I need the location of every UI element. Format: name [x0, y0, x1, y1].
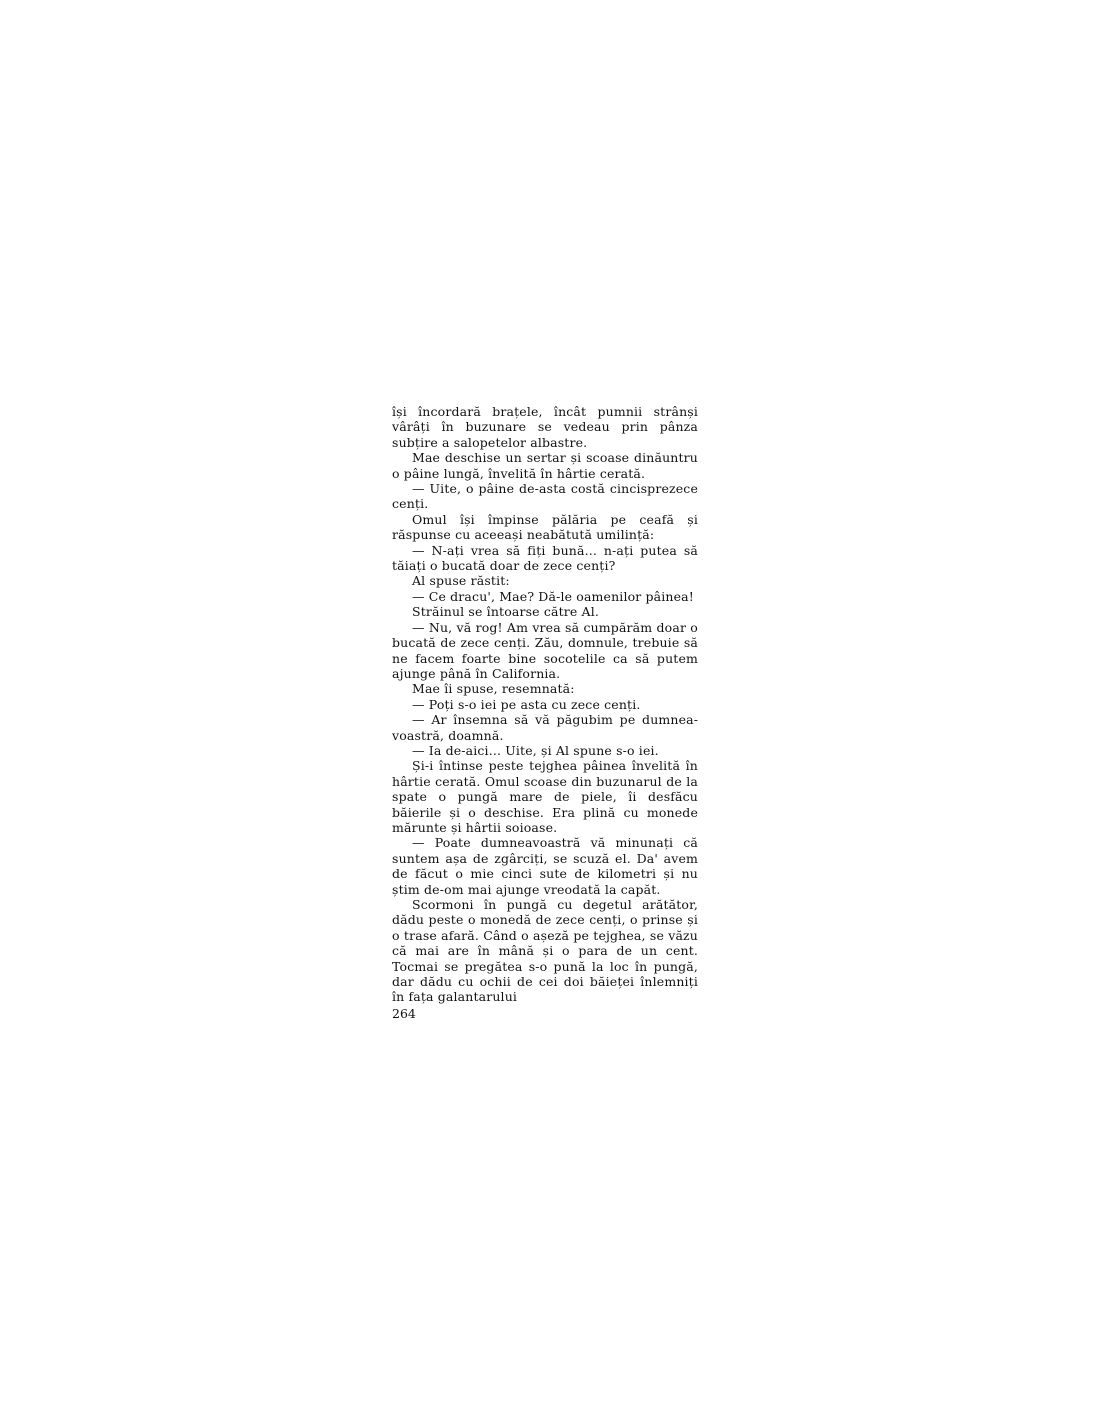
paragraph: Și-i întinse peste tejghea pâinea învelită în hârtie cerată. Omul scoase din buzunarul de la spate o pungă mare de piele, îi desfăcu băierile și o deschise. Era plină cu monede mărunte și hârtii soioase.: [392, 758, 698, 835]
paragraph: își încordară brațele, încât pumnii strânși vârâți în buzunare se vedeau prin pânza subțire a salopetelor albastre.: [392, 404, 698, 450]
dialogue-line: — Ce dracu', Mae? Dă-le oamenilor pâinea!: [412, 588, 694, 604]
page-number: 264: [392, 1006, 416, 1021]
paragraph: Al spuse răstit:: [412, 573, 510, 589]
dialogue-line: — Ar însemna să vă păgubim pe dumneavoastră, doamnă.: [392, 712, 698, 743]
dialogue-line: — Poate dumneavoastră vă minunați că suntem așa de zgârciți, se scuză el. Da' avem de făcut o mie cinci sute de kilometri și nu știm de-om mai ajunge vreodată la capăt.: [392, 835, 698, 897]
paragraph: Mae îi spuse, resemnată:: [412, 681, 575, 697]
dialogue-line: — Nu, vă rog! Am vrea să cumpărăm doar o bucată de zece cenți. Zău, domnule, trebuie să ne facem foarte bine socotelile ca să putem ajunge până în California.: [392, 619, 698, 681]
paragraph: Mae deschise un sertar și scoase dinăuntru o pâine lungă, învelită în hârtie cerată.: [392, 450, 698, 481]
text-block: [392, 404, 698, 1005]
paragraph: Omul își împinse pălăria pe ceafă și răspunse cu aceeași neabătută umilință:: [392, 511, 698, 543]
paragraph: Scormoni în pungă cu degetul arătător, dădu peste o monedă de zece cenți, o prinse și o trase afară. Când o așeză pe tejghea, se văzu că mai are în mână și o para de un cent. Tocmai se pregătea s-o pună la loc în pungă, dar dădu cu ochii de cei doi băieței înlemniți în fața galantarului: [392, 897, 698, 1005]
book-page: [392, 404, 698, 1005]
dialogue-line: — Ia de-aici... Uite, și Al spune s-o iei.: [412, 742, 659, 758]
dialogue-line: — Poți s-o iei pe asta cu zece cenți.: [412, 696, 641, 712]
dialogue-line: — N-ați vrea să fiți bună... n-ați putea să tăiați o bucată doar de zece cenți?: [392, 542, 698, 574]
dialogue-line: — Uite, o pâine de-asta costă cincisprezece cenți.: [392, 481, 698, 512]
paragraph: Străinul se întoarse către Al.: [412, 604, 600, 620]
